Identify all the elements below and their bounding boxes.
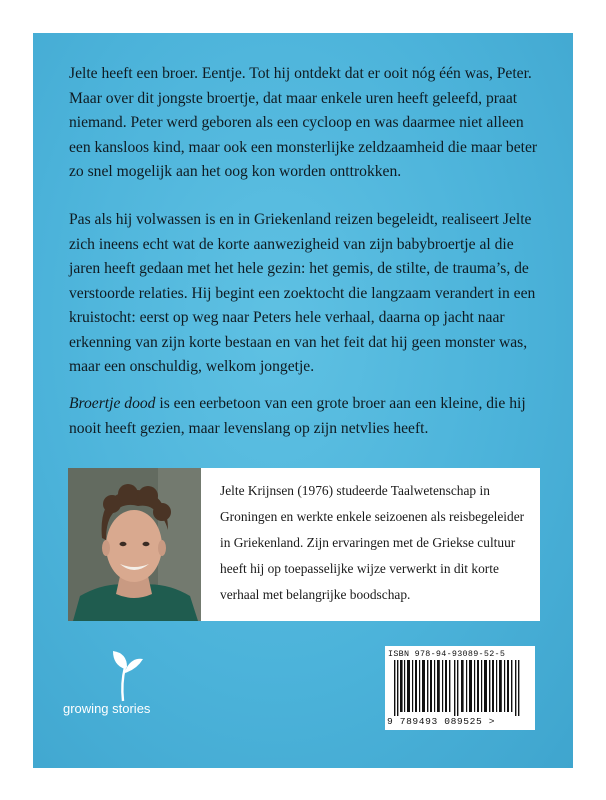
sprout-icon (63, 643, 173, 703)
isbn-label: ISBN 978-94-93089-52-5 (388, 649, 506, 659)
blurb-paragraph-1: Jelte heeft een broer. Eentje. Tot hij ontdekt dat er ooit nóg één was, Peter. Maar over dit jongste broertje, dat maar enkele uren heeft geleefd, praat niemand. Peter werd geboren als een cycloop en was daarmee niet alleen een kansloos kind, maar ook een monsterlijke zeldzaamheid die maar beter zo snel mogelijk aan het oog kon worden onttrokken. (69, 65, 538, 180)
back-cover (33, 33, 573, 768)
book-title: Broertje dood (69, 395, 156, 412)
blurb-paragraph-3 (69, 392, 547, 441)
publisher-name: growing stories (63, 701, 151, 716)
blurb-paragraph-3-text: is een eerbetoon van een grote broer aan een kleine, die hij nooit heeft gezien, maar levenslang op zijn netvlies heeft. (69, 395, 526, 437)
barcode-digits: 9 789493 089525 > (387, 716, 496, 727)
publisher-logo (63, 643, 173, 733)
barcode-bars (388, 660, 532, 716)
author-photo (68, 468, 201, 621)
author-bio: Jelte Krijnsen (1976) studeerde Taalwetenschap in Groningen en werkte enkele seizoenen als reisbegeleider in Griekenland. Zijn ervaringen met de Griekse cultuur heeft hij op toepasselijke wijze verwerkt in dit korte verhaal met belangrijke boodschap. (220, 483, 525, 602)
author-box (68, 468, 540, 621)
isbn-barcode (385, 646, 535, 730)
blurb-paragraph-2: Pas als hij volwassen is en in Griekenland reizen begeleidt, realiseert Jelte zich ineens echt wat de korte aanwezigheid van zijn babybroertje al die jaren heeft gedaan met het hele gezin: het gemis, de stilte, de trauma’s, de verstoorde relaties. Hij begint een zoektocht die langzaam verandert in een kruistocht: eerst op weg naar Peters hele verhaal, daarna op jacht naar erkenning van zijn korte bestaan en van het feit dat hij geen monster was, maar een onschuldig, welkom jongetje. (69, 211, 536, 375)
